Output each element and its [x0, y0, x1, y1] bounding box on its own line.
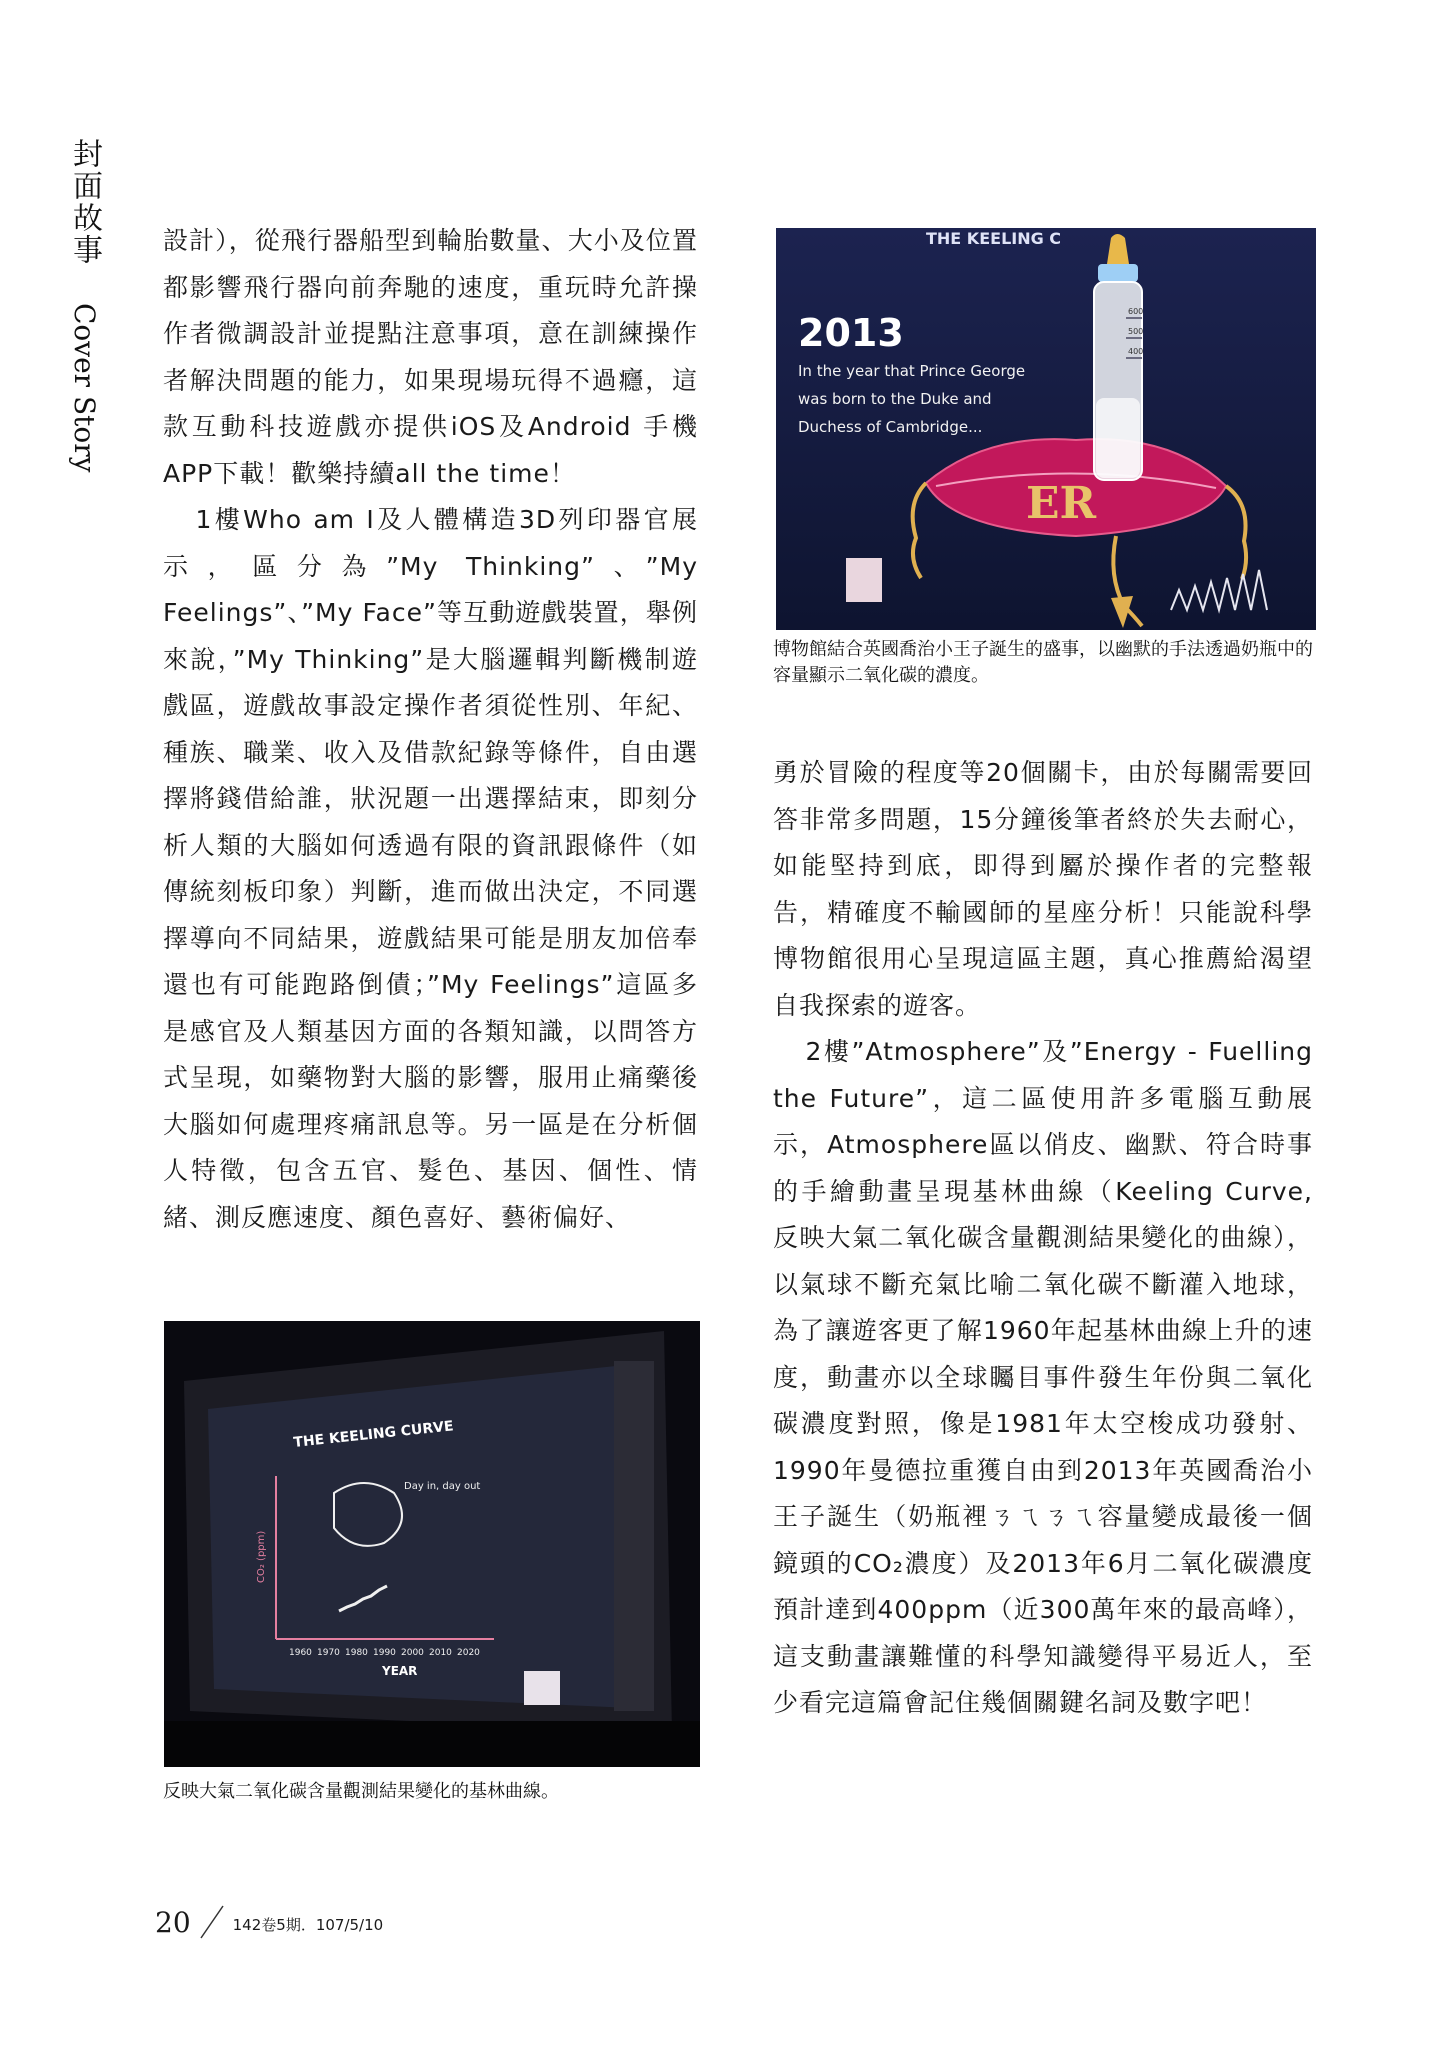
photo-text-line-2: was born to the Duke and: [798, 390, 992, 408]
section-label-en: Cover Story: [68, 303, 101, 473]
x-tick-2000: 2000: [401, 1648, 424, 1658]
x-tick-1970: 1970: [317, 1648, 340, 1658]
right-column: [773, 750, 1313, 1727]
photo-baby-bottle: [776, 228, 1316, 630]
x-tick-1990: 1990: [373, 1648, 396, 1658]
section-label: [62, 138, 110, 472]
photo-banner: THE KEELING C: [926, 229, 1062, 248]
right-paragraph-2: 2樓”Atmosphere”及”Energy - Fuelling the Future”，這二區使用許多電腦互動展示，Atmosphere區以俏皮、幽默、符合時事的手繪動畫呈現基林曲線（Keeling Curve, 反映大氣二氧化碳含量觀測結果變化的曲線），以氣球不斷充氣比喻二氧化碳不斷灌入地球，為了讓遊客更了解1960年起基林曲線上升的速度，動畫亦以全球矚目事件發生年份與二氧化碳濃度對照，像是1981年太空梭成功發射、1990年曼德拉重獲自由到2013年英國喬治小王子誕生（奶瓶裡ㄋㄟㄋㄟ容量變成最後一個鏡頭的CO₂濃度）及2013年6月二氧化碳濃度預計達到400ppm（近300萬年來的最高峰），這支動畫讓難懂的科學知識變得平易近人，至少看完這篇會記住幾個關鍵名詞及數字吧！: [773, 1037, 1313, 1717]
bottle-scale-500: 500: [1128, 327, 1144, 336]
x-tick-1980: 1980: [345, 1648, 368, 1658]
photo-text-line-1: In the year that Prince George: [798, 362, 1026, 380]
photo-bottom-caption: 反映大氣二氧化碳含量觀測結果變化的基林曲線。: [163, 1781, 559, 1802]
x-tick-2010: 2010: [429, 1648, 452, 1658]
x-tick-2020: 2020: [457, 1648, 480, 1658]
left-paragraph-1: 設計），從飛行器船型到輪胎數量、大小及位置都影響飛行器向前奔馳的速度，重玩時允許操作者微調設計並提點注意事項，意在訓練操作者解決問題的能力，如果現場玩得不過癮，這款互動科技遊戲亦提供iOS及Android 手機APP下載！歡樂持續all the time！: [163, 226, 698, 488]
bottle-scale-400: 400: [1128, 347, 1144, 356]
page-footer: [155, 1904, 383, 1940]
left-paragraph-2: 1樓Who am I及人體構造3D列印器官展示，區分為”My Thinking”、”My Feelings”、”My Face”等互動遊戲裝置，舉例來說，”My Thinking”是大腦邏輯判斷機制遊戲區，遊戲故事設定操作者須從性別、年紀、種族、職業、收入及借款紀錄等條件，自由選擇將錢借給誰，狀況題一出選擇結束，即刻分析人類的大腦如何透過有限的資訊跟條件（如傳統刻板印象）判斷，進而做出決定，不同選擇導向不同結果，遊戲結果可能是朋友加倍奉還也有可能跑路倒債；”My Feelings”這區多是感官及人類基因方面的各類知識，以問答方式呈現，如藥物對大腦的影響，服用止痛藥後大腦如何處理疼痛訊息等。另一區是在分析個人特徵，包含五官、髮色、基因、個性、情緒、測反應速度、顏色喜好、藝術偏好、: [163, 505, 698, 1232]
photo-keeling-curve: [164, 1321, 700, 1767]
photo-top-caption: 博物館結合英國喬治小王子誕生的盛事，以幽默的手法透過奶瓶中的容量顯示二氧化碳的濃度。: [773, 639, 1313, 686]
x-tick-1960: 1960: [289, 1648, 312, 1658]
y-axis-label: CO₂ (ppm): [256, 1530, 267, 1583]
right-paragraph-1: 勇於冒險的程度等20個關卡，由於每關需要回答非常多問題，15分鐘後筆者終於失去耐心，如能堅持到底，即得到屬於操作者的完整報告，精確度不輸國師的星座分析！只能說科學博物館很用心呈現這區主題，真心推薦給渴望自我探索的遊客。: [773, 758, 1313, 1020]
chart-title: THE KEELING CURVE: [292, 1418, 455, 1451]
left-column: [163, 218, 698, 1241]
x-axis-label: YEAR: [382, 1664, 418, 1678]
photo-year: 2013: [798, 311, 904, 355]
photo-text-line-3: Duchess of Cambridge...: [798, 418, 983, 436]
section-label-zh: 封面故事: [67, 138, 102, 266]
cushion-letters: ER: [1026, 478, 1097, 529]
footer-slash-divider: [199, 1904, 225, 1940]
curve-annotation: Day in, day out: [404, 1481, 481, 1492]
baby-bottle-illustration: [1094, 234, 1143, 480]
page-number: 20: [155, 1905, 191, 1939]
bottle-scale-600: 600: [1128, 307, 1144, 316]
issue-info: 142卷5期．107/5/10: [232, 1915, 384, 1934]
